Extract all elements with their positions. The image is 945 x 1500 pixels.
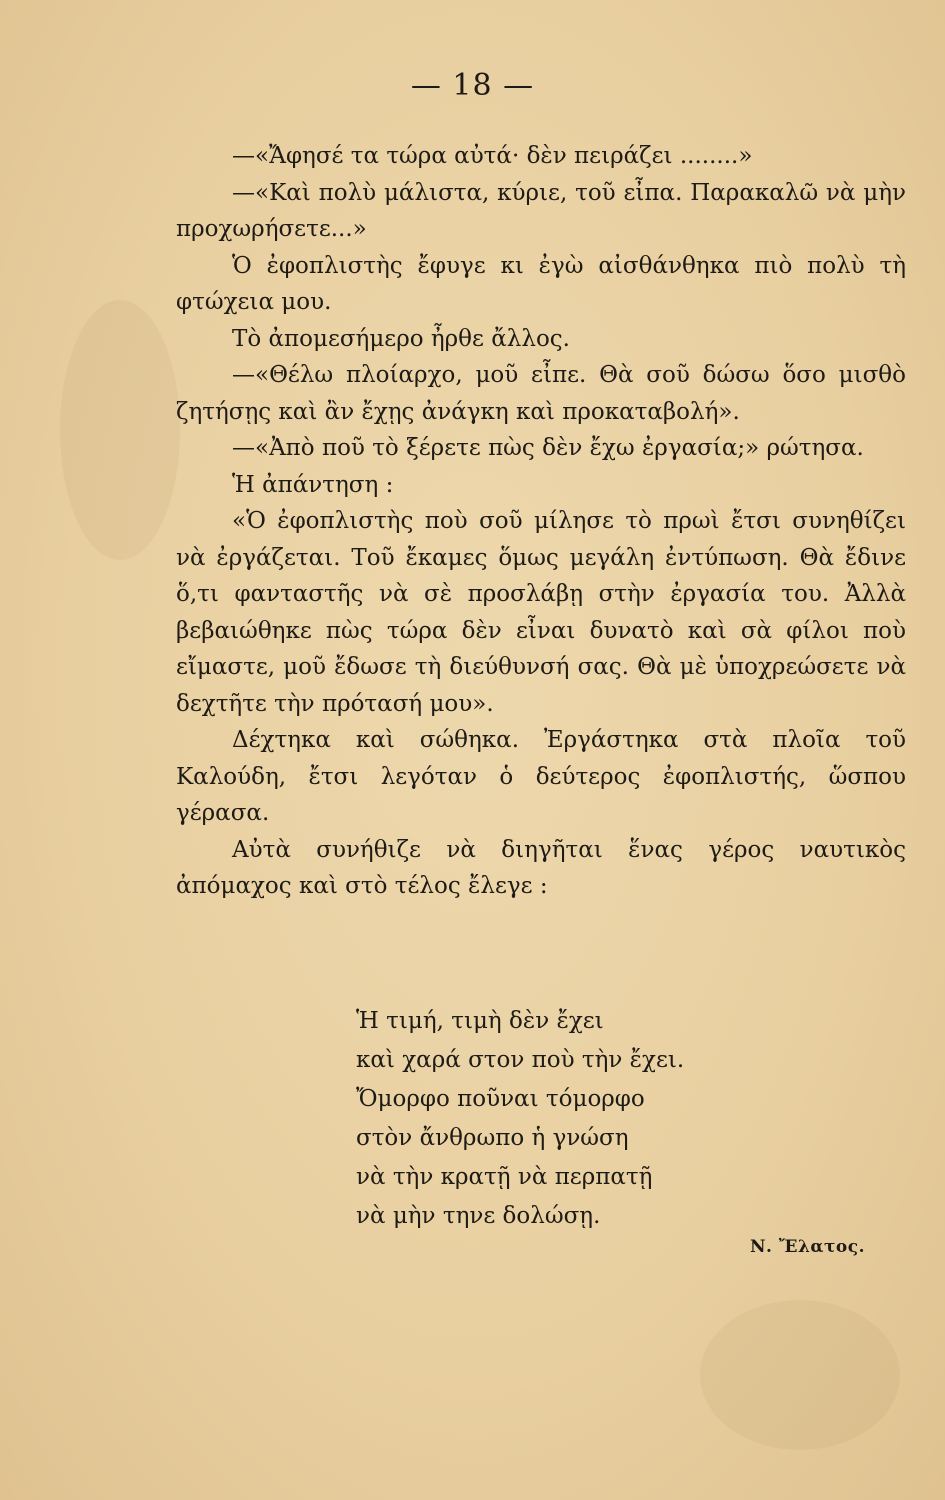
paragraph: Αὐτὰ συνήθιζε νὰ διηγῆται ἕνας γέρος ναυτικὸς ἀπόμαχος καὶ στὸ τέλος ἔλεγε : [176,836,906,899]
paragraph: —«Ἀπὸ ποῦ τὸ ξέρετε πὼς δὲν ἔχω ἐργασία;» ρώτησα. [232,435,864,461]
poem-line: Ἡ τιμή, τιμὴ δὲν ἔχει [356,1008,604,1034]
paragraph: «Ὁ ἐφοπλιστὴς ποὺ σοῦ μίλησε τὸ πρωὶ ἔτσι συνηθίζει νὰ ἐργάζεται. Τοῦ ἔκαμες ὅμως μεγάλη ἐντύπωση. Θὰ ἔδινε ὅ,τι φανταστῆς νὰ σὲ προσλάβῃ στὴν ἐργασία του. Ἀλλὰ βεβαιώθηκε πὼς τώρα δὲν εἶναι δυνατὸ καὶ σὰ φίλοι ποὺ εἴμαστε, μοῦ ἔδωσε τὴ διεύθυνσή σας. Θὰ μὲ ὑποχρεώσετε νὰ δεχτῆτε τὴν πρότασή μου». [176,508,906,717]
author-signature: Ν. Ἔλατος. [750,1237,866,1257]
body-text [176,138,906,905]
poem-line: νὰ μὴν τηνε δολώσῃ. [356,1203,601,1229]
paragraph: Ὁ ἐφοπλιστὴς ἔφυγε κι ἐγὼ αἰσθάνθηκα πιὸ πολὺ τὴ φτώχεια μου. [176,252,906,315]
paragraph: —«Θέλω πλοίαρχο, μοῦ εἶπε. Θὰ σοῦ δώσω ὅσο μισθὸ ζητήσῃς καὶ ἂν ἔχῃς ἀνάγκη καὶ προκαταβολή». [176,362,906,425]
paper-stain [60,300,180,560]
page-number: — 18 — [410,68,535,103]
paragraph: Τὸ ἀπομεσήμερο ἦρθε ἄλλος. [232,325,570,352]
paragraph: Δέχτηκα καὶ σώθηκα. Ἐργάστηκα στὰ πλοῖα τοῦ Καλούδη, ἔτσι λεγόταν ὁ δεύτερος ἐφοπλιστής, ὥσπου γέρασα. [176,727,906,826]
paragraph: —«Καὶ πολὺ μάλιστα, κύριε, τοῦ εἶπα. Παρακαλῶ νὰ μὴν προχωρήσετε...» [176,179,906,242]
poem-line: νὰ τὴν κρατῇ νὰ περπατῇ [356,1164,653,1190]
paper-stain [700,1300,900,1450]
poem-line: στὸν ἄνθρωπο ἡ γνώση [356,1125,629,1151]
poem-line: Ὄμορφο ποῦναι τόμορφο [356,1086,645,1112]
poem-line: καὶ χαρά στον ποὺ τὴν ἔχει. [356,1047,685,1073]
paragraph: —«Ἄφησέ τα τώρα αὐτά· δὲν πειράζει ........» [232,143,753,169]
paragraph: Ἡ ἀπάντηση : [232,471,394,498]
poem [356,1002,776,1236]
